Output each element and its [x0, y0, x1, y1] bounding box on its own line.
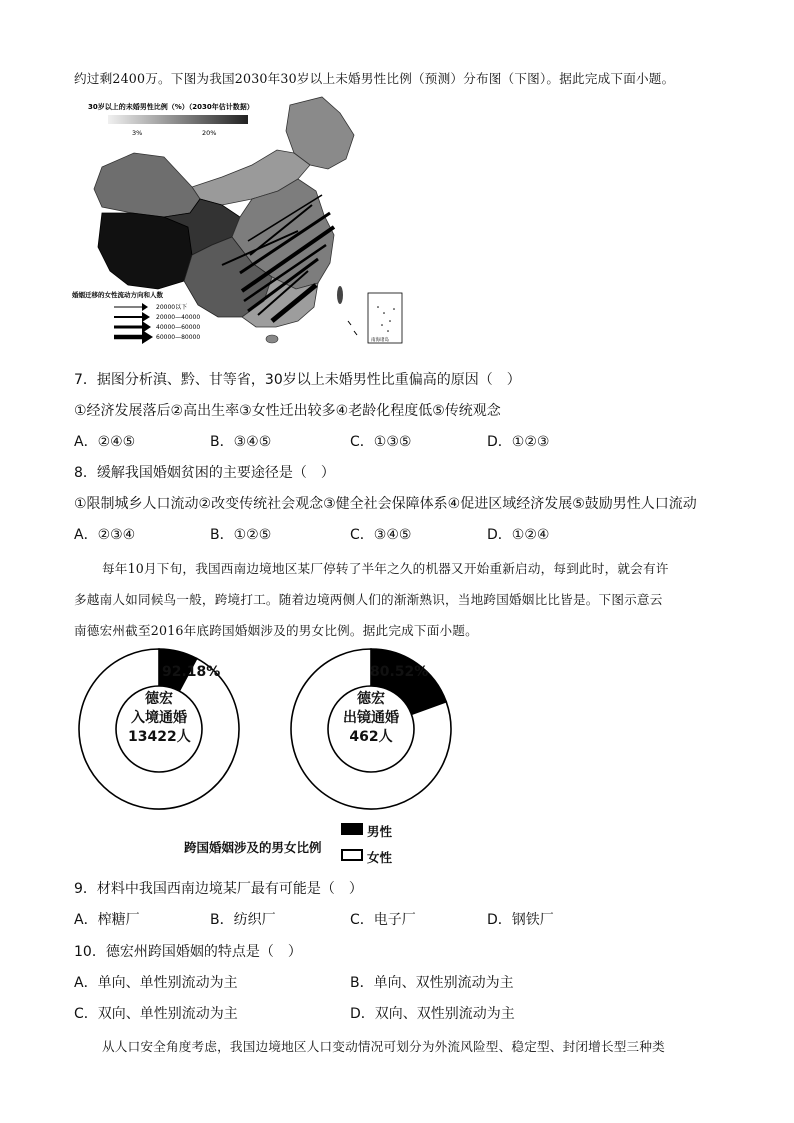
- flow-legend-3: 40000—60000: [156, 324, 201, 331]
- pie-exit-percent-label: 80.52%: [370, 664, 429, 680]
- pie-exit-center-line-2: 出镜通婚: [343, 710, 399, 726]
- q9-stem: 9．材料中我国西南边境某厂最有可能是（ ）: [74, 881, 363, 897]
- q10-stem: 10．德宏州跨国婚姻的特点是（ ）: [74, 944, 302, 960]
- legend-swatch-female: [341, 849, 363, 861]
- pie-entry-center-line-1: 德宏: [145, 691, 173, 707]
- q9-option-b[interactable]: B．纺织厂: [210, 912, 276, 928]
- map-title: 30岁以上的未婚男性比例（%）（2030年估计数据）: [88, 103, 254, 111]
- passage2-line-2: 多越南人如同候鸟一般，跨境打工。随着边境两侧人们的渐渐熟识，当地跨国婚姻比比皆是。下图示意云: [74, 592, 663, 607]
- map-color-scale: [108, 115, 248, 124]
- pie-exit-center-line-3: 462人: [349, 729, 393, 745]
- q9-option-d[interactable]: D．钢铁厂: [487, 912, 554, 928]
- q10-option-d[interactable]: D．双向、双性别流动为主: [350, 1006, 515, 1022]
- pie-entry-percent-label: 92.18%: [162, 664, 221, 680]
- flow-legend-2: 20000—40000: [156, 314, 201, 321]
- scale-min-label: 3%: [132, 129, 143, 137]
- q9-option-c[interactable]: C．电子厂: [350, 912, 416, 928]
- hainan-island: [266, 335, 278, 343]
- legend-label-female: 女性: [367, 850, 393, 865]
- pie-exit-center-line-1: 德宏: [357, 691, 385, 707]
- pie-entry-center-line-3: 13422人: [128, 729, 191, 745]
- q7-option-a[interactable]: A．②④⑤: [74, 434, 136, 450]
- q8-option-c[interactable]: C．③④⑤: [350, 527, 412, 543]
- q8-option-a[interactable]: A．②③④: [74, 527, 136, 543]
- unmarried-male-ratio-map: [72, 95, 417, 353]
- q10-option-c[interactable]: C．双向、单性别流动为主: [74, 1006, 238, 1022]
- passage3-line-1: 从人口安全角度考虑，我国边境地区人口变动情况可划分为外流风险型、稳定型、封闭增长型三种类: [102, 1039, 665, 1054]
- legend-swatch-male: [341, 823, 363, 835]
- q8-stem: 8．缓解我国婚姻贫困的主要途径是（ ）: [74, 465, 335, 481]
- q10-option-b[interactable]: B．单向、双性别流动为主: [350, 975, 514, 991]
- inset-label: 南海诸岛: [371, 338, 389, 343]
- q8-option-d[interactable]: D．①②④: [487, 527, 550, 543]
- legend-label-male: 男性: [367, 824, 393, 839]
- intro-text: 约过剩2400万。下图为我国2030年30岁以上未婚男性比例（预测）分布图（下图）。据此完成下面小题。: [74, 71, 675, 86]
- q7-option-d[interactable]: D．①②③: [487, 434, 550, 450]
- flow-legend-1: 20000以下: [156, 304, 188, 311]
- pie-entry-center-label: [128, 690, 190, 747]
- q7-stem: 7．据图分析滇、黔、甘等省，30岁以上未婚男性比重偏高的原因（ ）: [74, 372, 521, 388]
- taiwan-island: [337, 286, 343, 304]
- q9-option-a[interactable]: A．榨糖厂: [74, 912, 140, 928]
- q7-option-b[interactable]: B．③④⑤: [210, 434, 272, 450]
- pie-entry-center-line-2: 入境通婚: [131, 710, 187, 726]
- q8-option-b[interactable]: B．①②⑤: [210, 527, 272, 543]
- passage2-line-3: 南德宏州截至2016年底跨国婚姻涉及的男女比例。据此完成下面小题。: [74, 623, 478, 638]
- q7-option-c[interactable]: C．①③⑤: [350, 434, 412, 450]
- south-china-sea-inset: [368, 293, 402, 343]
- flow-legend-4: 60000—80000: [156, 334, 201, 341]
- pie-exit-center-label: [338, 690, 404, 747]
- q7-items: ①经济发展落后②高出生率③女性迁出较多④老龄化程度低⑤传统观念: [74, 403, 501, 419]
- q10-option-a[interactable]: A．单向、单性别流动为主: [74, 975, 238, 991]
- q8-items: ①限制城乡人口流动②改变传统社会观念③健全社会保障体系④促进区域经济发展⑤鼓励男性人口流动: [74, 496, 697, 512]
- scale-max-label: 20%: [202, 129, 217, 137]
- chart-legend-title: 跨国婚姻涉及的男女比例: [184, 840, 322, 855]
- passage2-line-1: 每年10月下旬，我国西南边境地区某厂停转了半年之久的机器又开始重新启动，每到此时，就会有许: [102, 561, 669, 576]
- flow-legend-title: 婚姻迁移的女性流动方向和人数: [72, 291, 163, 299]
